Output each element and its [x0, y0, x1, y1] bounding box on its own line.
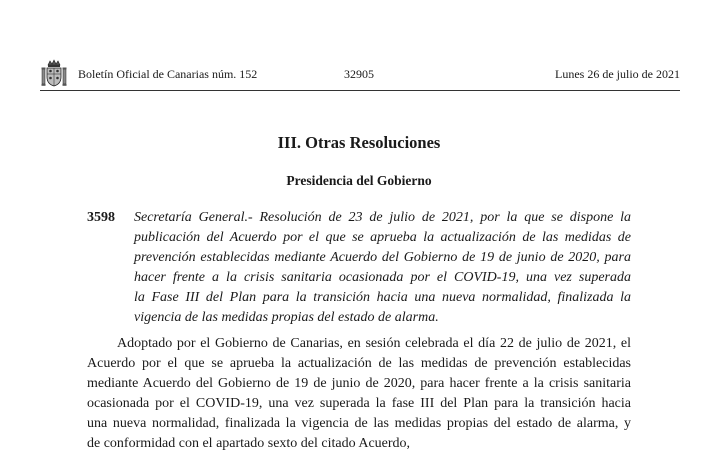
body-paragraph: [87, 334, 631, 454]
header-divider: [40, 90, 680, 91]
body-line: Adoptado por el Gobierno de Canarias, en sesión celebrada el día 22 de julio de 2021, el: [117, 336, 631, 351]
resolution-summary: [87, 208, 631, 328]
resolution-number: 3598: [87, 210, 115, 225]
resolution-line: Secretaría General.- Resolución de 23 de julio de 2021, por la que se dispone la: [134, 210, 631, 225]
publication-date: Lunes 26 de julio de 2021: [555, 67, 680, 81]
resolution-line: prevención establecidas mediante Acuerdo del Gobierno de 19 de junio de 2020, para: [134, 250, 631, 265]
resolution-line: publicación del Acuerdo por el que se aprueba la actualización de las medidas de: [134, 230, 631, 245]
coat-of-arms-icon: [40, 58, 68, 88]
resolution-line: vigencia de las medidas propias del estado de alarma.: [134, 310, 439, 325]
body-line: de conformidad con el apartado sexto del citado Acuerdo,: [87, 436, 411, 451]
resolution-line: hacer frente a la crisis sanitaria ocasionada por el COVID-19, una vez superada: [134, 270, 631, 285]
organization-title: Presidencia del Gobierno: [286, 173, 432, 188]
body-line: Acuerdo por el que se aprueba la actualización de las medidas de prevención establecidas: [87, 356, 631, 371]
section-title: III. Otras Resoluciones: [277, 133, 441, 152]
resolution-text: [134, 208, 631, 328]
bulletin-name: Boletín Oficial de Canarias núm. 152: [78, 67, 258, 81]
resolution-line: la Fase III del Plan para la transición hacia una nueva normalidad, finalizada la: [134, 290, 631, 305]
body-line: ocasionada por el COVID-19, una vez superada la fase III del Plan para la transición hacia: [87, 396, 631, 411]
page-number: 32905: [344, 67, 374, 81]
body-line: una nueva normalidad, finalizada la vigencia de las medidas propias del estado de alarma, y: [87, 416, 631, 431]
body-line: mediante Acuerdo del Gobierno de 19 de junio de 2020, para hacer frente a la crisis sanitaria: [87, 376, 631, 391]
page-header: [40, 58, 680, 88]
